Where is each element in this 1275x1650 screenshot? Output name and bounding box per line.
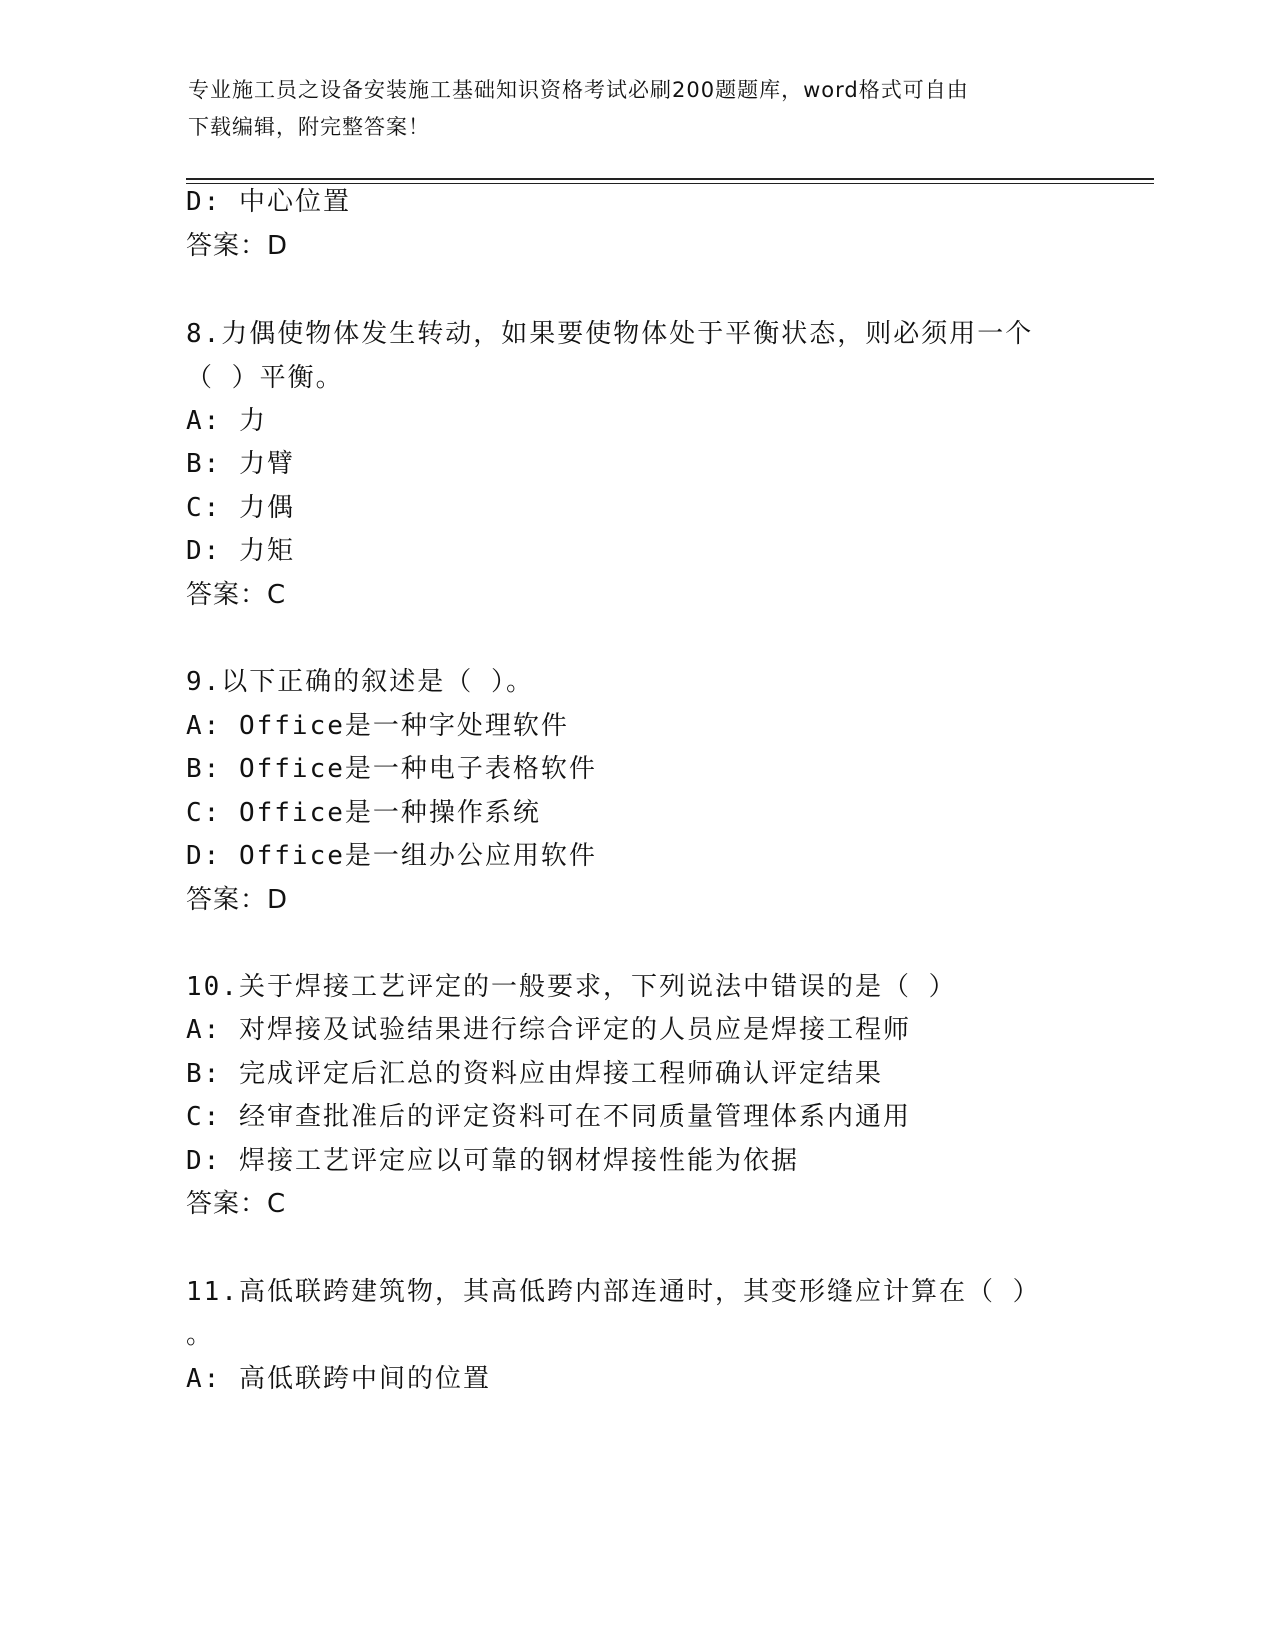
q8-answer: 答案：C: [186, 580, 287, 610]
q8-text-line-1: 8.力偶使物体发生转动，如果要使物体处于平衡状态，则必须用一个: [186, 319, 1034, 349]
q11-option-a: A: 高低联跨中间的位置: [186, 1364, 491, 1394]
q8-option-d: D: 力矩: [186, 536, 295, 566]
q9-option-d: D: Office是一组办公应用软件: [186, 841, 597, 871]
q10-text-line-1: 10.关于焊接工艺评定的一般要求，下列说法中错误的是（ ）: [186, 972, 957, 1002]
q8-option-b: B: 力臂: [186, 449, 295, 479]
q9-option-b: B: Office是一种电子表格软件: [186, 754, 597, 784]
q10-option-c: C: 经审查批准后的评定资料可在不同质量管理体系内通用: [186, 1102, 911, 1132]
q10-option-a: A: 对焊接及试验结果进行综合评定的人员应是焊接工程师: [186, 1015, 911, 1045]
q8-text-line-2: （ ）平衡。: [186, 363, 344, 393]
q10-option-d: D: 焊接工艺评定应以可靠的钢材焊接性能为依据: [186, 1146, 799, 1176]
q8-option-a: A: 力: [186, 406, 267, 436]
prev-answer: 答案：D: [186, 231, 289, 261]
q10-option-b: B: 完成评定后汇总的资料应由焊接工程师确认评定结果: [186, 1059, 883, 1089]
q9-text-line-1: 9.以下正确的叙述是（ ）。: [186, 667, 534, 697]
q11-text-line-1: 11.高低联跨建筑物，其高低跨内部连通时，其变形缝应计算在（ ）: [186, 1277, 1041, 1307]
q8-option-c: C: 力偶: [186, 493, 295, 523]
header-line-2: 下载编辑，附完整答案！: [188, 115, 430, 139]
q11-text-line-2: 。: [186, 1320, 215, 1350]
q9-answer: 答案：D: [186, 885, 289, 915]
q9-option-c: C: Office是一种操作系统: [186, 798, 541, 828]
header-rule-thin: [186, 183, 1154, 184]
q9-option-a: A: Office是一种字处理软件: [186, 711, 569, 741]
header-rule-thick: [186, 178, 1154, 180]
prev-option-d: D: 中心位置: [186, 187, 351, 217]
header-line-1: 专业施工员之设备安装施工基础知识资格考试必刷200题题库，word格式可自由: [188, 78, 969, 102]
document-header: [188, 72, 1068, 146]
q10-answer: 答案：C: [186, 1189, 287, 1219]
